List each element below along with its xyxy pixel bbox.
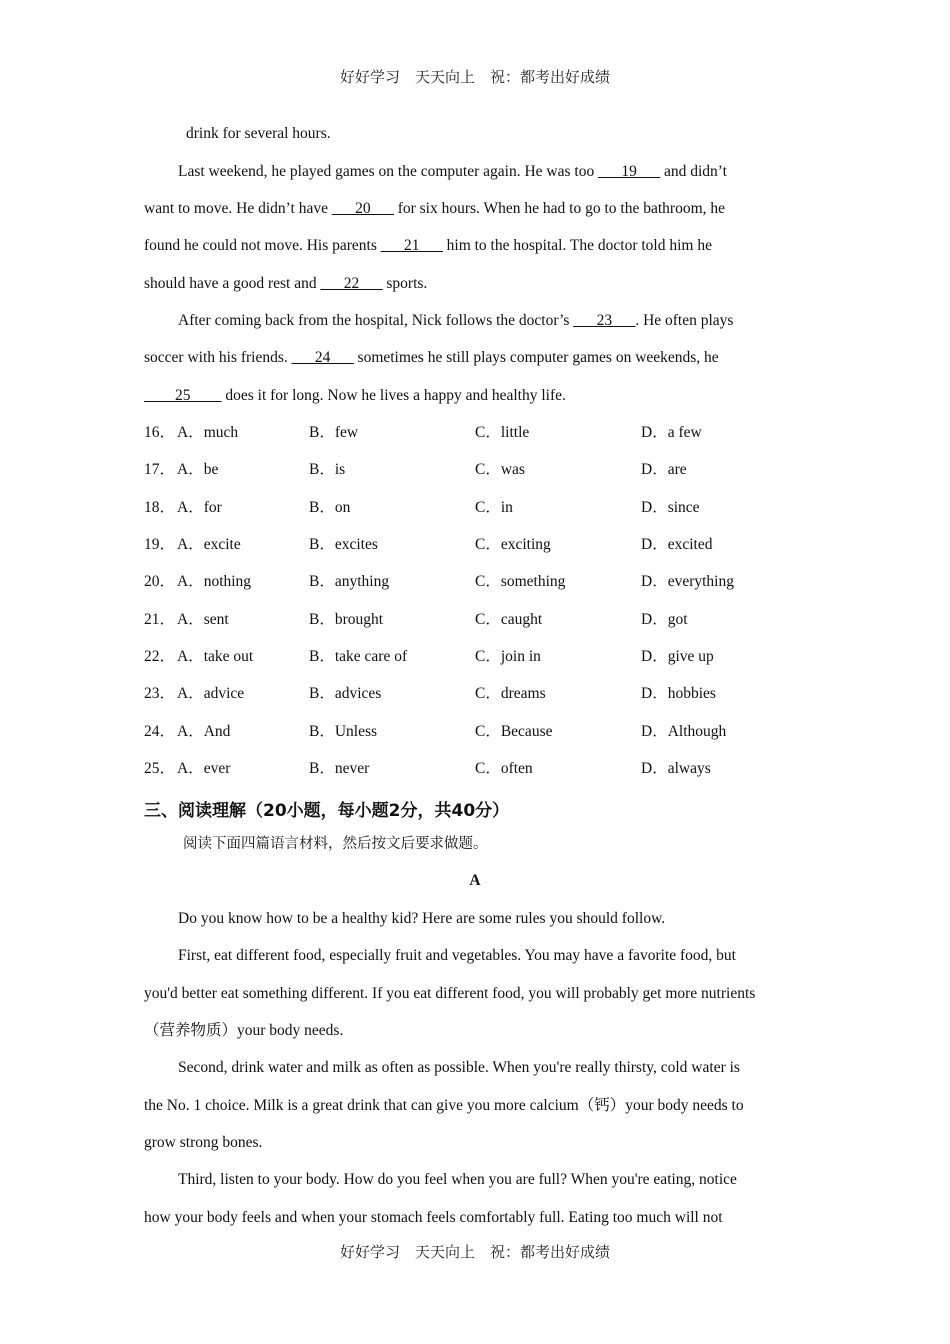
option-c: C．something: [475, 573, 566, 590]
option-b: B．brought: [309, 611, 384, 628]
blank-25: ____25____: [144, 387, 222, 404]
question-row: [144, 460, 824, 480]
cloze-p1-line1: [178, 162, 727, 182]
question-row: [144, 535, 824, 555]
option-c: C．dreams: [475, 685, 546, 702]
option-d: D．everything: [641, 573, 734, 590]
option-b: B．anything: [309, 573, 390, 590]
cloze-p1-line3: [144, 236, 712, 256]
option-d: D．excited: [641, 536, 713, 553]
passage-line: how your body feels and when your stomach feels comfortably full. Eating too much will not: [144, 1209, 723, 1226]
text-run: him to the hospital. The doctor told him he: [442, 237, 712, 254]
passage-line: Third, listen to your body. How do you feel when you are full? When you're eating, notice: [178, 1171, 737, 1188]
text-run: After coming back from the hospital, Nick follows the doctor’s: [178, 312, 574, 329]
blank-23: ___23___: [573, 312, 636, 329]
passage-line: First, eat different food, especially fruit and vegetables. You may have a favorite food, but: [178, 947, 736, 964]
cloze-p2-line3: [144, 386, 566, 406]
option-b: B．is: [309, 461, 346, 478]
question-row: [144, 423, 824, 443]
option-d: D．hobbies: [641, 685, 716, 702]
option-a: A．excite: [177, 536, 241, 553]
question-number: 17．: [144, 461, 176, 478]
cloze-fragment-line: drink for several hours.: [186, 125, 331, 142]
text-run: does it for long. Now he lives a happy and healthy life.: [221, 387, 566, 404]
cloze-p2-line1: [178, 311, 733, 331]
blank-21: ___21___: [380, 237, 443, 254]
text-run: want to move. He didn’t have: [144, 200, 332, 217]
option-a: A．ever: [177, 760, 231, 777]
passage-line: grow strong bones.: [144, 1134, 263, 1151]
question-number: 18．: [144, 499, 176, 516]
option-a: A．And: [177, 723, 231, 740]
question-number: 16．: [144, 424, 176, 441]
section-instruction: 阅读下面四篇语言材料，然后按文后要求做题。: [183, 836, 488, 852]
text-run: Last weekend, he played games on the computer again. He was too: [178, 163, 599, 180]
text-run: found he could not move. His parents: [144, 237, 381, 254]
blank-19: ___19___: [598, 163, 661, 180]
question-row: [144, 722, 824, 742]
option-a: A．take out: [177, 648, 254, 665]
option-d: D．a few: [641, 424, 702, 441]
option-d: D．since: [641, 499, 700, 516]
blank-22: ___22___: [320, 275, 383, 292]
text-run: . He often plays: [635, 312, 734, 329]
option-d: D．always: [641, 760, 711, 777]
option-b: B．on: [309, 499, 351, 516]
passage-line: Do you know how to be a healthy kid? Here are some rules you should follow.: [178, 910, 666, 927]
option-d: D．are: [641, 461, 687, 478]
option-b: B．Unless: [309, 723, 378, 740]
text-run: sports.: [382, 275, 428, 292]
cloze-p1-line4: [144, 274, 427, 294]
option-c: C．caught: [475, 611, 543, 628]
option-c: C．exciting: [475, 536, 551, 553]
option-c: C．Because: [475, 723, 553, 740]
question-row: [144, 572, 824, 592]
page-footer: 好好学习 天天向上 祝：都考出好成绩: [339, 1243, 610, 1261]
option-b: B．few: [309, 424, 359, 441]
question-row: [144, 498, 824, 518]
option-c: C．was: [475, 461, 525, 478]
question-number: 22．: [144, 648, 176, 665]
passage-line: you'd better eat something different. If you eat different food, you will probably get more nutrients: [144, 985, 756, 1002]
blank-24: ___24___: [291, 349, 354, 366]
option-a: A．much: [177, 424, 239, 441]
blank-20: ___20___: [331, 200, 394, 217]
question-number: 20．: [144, 573, 176, 590]
passage-line: the No. 1 choice. Milk is a great drink that can give you more calcium（钙）your body needs to: [144, 1097, 744, 1114]
page-header: 好好学习 天天向上 祝：都考出好成绩: [339, 68, 610, 86]
question-row: [144, 759, 824, 779]
option-a: A．for: [177, 499, 222, 516]
text-run: for six hours. When he had to go to the bathroom, he: [393, 200, 726, 217]
text-run: and didn’t: [660, 163, 727, 180]
option-c: C．little: [475, 424, 530, 441]
section-title: 三、阅读理解（20小题，每小题2分，共40分）: [144, 801, 510, 821]
text-run: soccer with his friends.: [144, 349, 292, 366]
passage-line: Second, drink water and milk as often as possible. When you're really thirsty, cold water is: [178, 1059, 740, 1076]
option-a: A．nothing: [177, 573, 252, 590]
text-run: sometimes he still plays computer games on weekends, he: [353, 349, 719, 366]
option-a: A．advice: [177, 685, 245, 702]
option-b: B．excites: [309, 536, 378, 553]
question-number: 21．: [144, 611, 176, 628]
option-a: A．sent: [177, 611, 229, 628]
question-row: [144, 684, 824, 704]
passage-line: （营养物质）your body needs.: [144, 1022, 344, 1039]
option-d: D．give up: [641, 648, 714, 665]
option-b: B．advices: [309, 685, 382, 702]
option-c: C．in: [475, 499, 513, 516]
text-run: should have a good rest and: [144, 275, 321, 292]
option-d: D．got: [641, 611, 688, 628]
question-number: 23．: [144, 685, 176, 702]
passage-label: A: [469, 872, 481, 889]
option-c: C．join in: [475, 648, 541, 665]
option-d: D．Although: [641, 723, 727, 740]
option-a: A．be: [177, 461, 219, 478]
question-number: 24．: [144, 723, 176, 740]
cloze-p2-line2: [144, 348, 719, 368]
option-c: C．often: [475, 760, 533, 777]
option-b: B．never: [309, 760, 370, 777]
question-number: 19．: [144, 536, 176, 553]
cloze-p1-line2: [144, 199, 725, 219]
option-b: B．take care of: [309, 648, 408, 665]
question-number: 25．: [144, 760, 176, 777]
question-row: [144, 610, 824, 630]
question-row: [144, 647, 824, 667]
